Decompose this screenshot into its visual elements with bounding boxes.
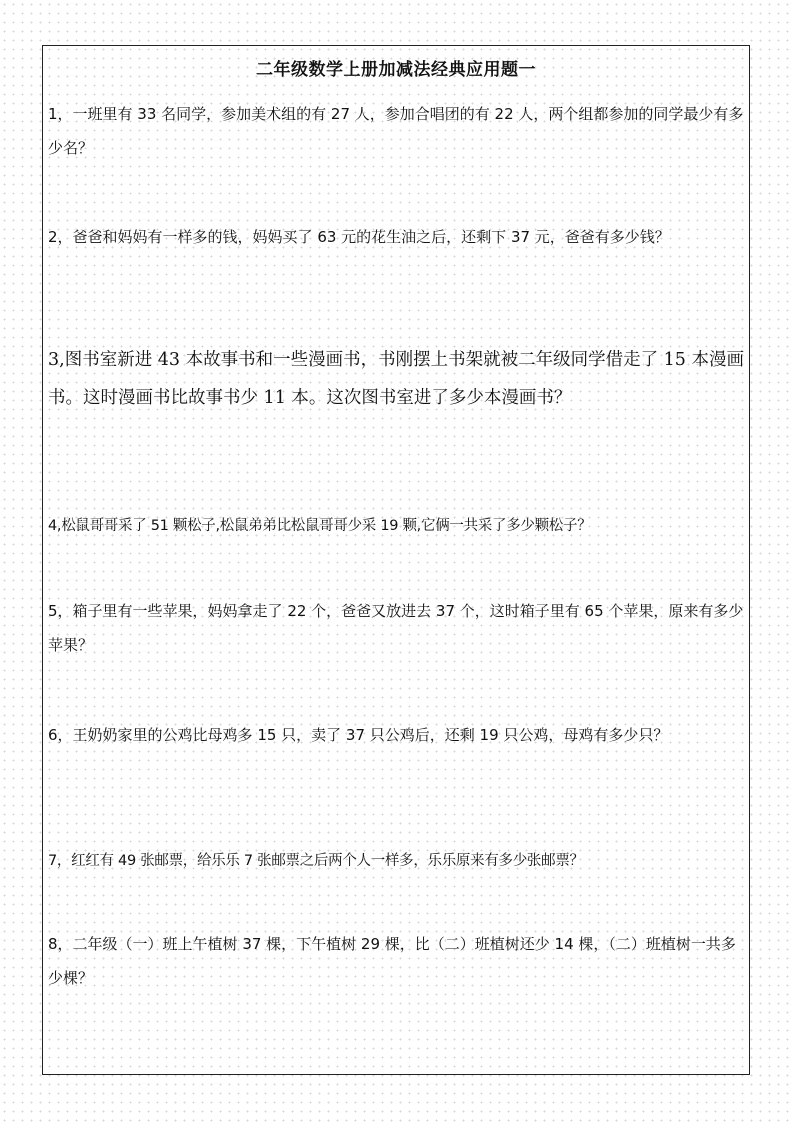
question-3: 3,图书室新进 43 本故事书和一些漫画书，书刚摆上书架就被二年级同学借走了 15 本漫画书。这时漫画书比故事书少 11 本。这次图书室进了多少本漫画书？ — [48, 350, 744, 408]
worksheet-frame — [42, 45, 750, 1075]
question-2: 2，爸爸和妈妈有一样多的钱，妈妈买了 63 元的花生油之后，还剩下 37 元，爸爸有多少钱？ — [48, 228, 670, 246]
question-8: 8，二年级（一）班上午植树 37 棵，下午植树 29 棵，比（二）班植树还少 14 棵，（二）班植树一共多少棵？ — [48, 935, 736, 987]
question-4: 4,松鼠哥哥采了 51 颗松子,松鼠弟弟比松鼠哥哥少采 19 颗,它俩一共采了多少颗松子？ — [48, 518, 592, 534]
question-5: 5，箱子里有一些苹果，妈妈拿走了 22 个，爸爸又放进去 37 个，这时箱子里有 65 个苹果，原来有多少苹果？ — [48, 602, 744, 654]
question-1: 1，一班里有 33 名同学，参加美术组的有 27 人，参加合唱团的有 22 人，两个组都参加的同学最少有多少名？ — [48, 105, 744, 157]
worksheet-title: 二年级数学上册加减法经典应用题一 — [256, 60, 536, 80]
question-7: 7，红红有 49 张邮票，给乐乐 7 张邮票之后两个人一样多，乐乐原来有多少张邮票？ — [48, 853, 584, 869]
question-6: 6，王奶奶家里的公鸡比母鸡多 15 只，卖了 37 只公鸡后，还剩 19 只公鸡，母鸡有多少只？ — [48, 726, 669, 744]
